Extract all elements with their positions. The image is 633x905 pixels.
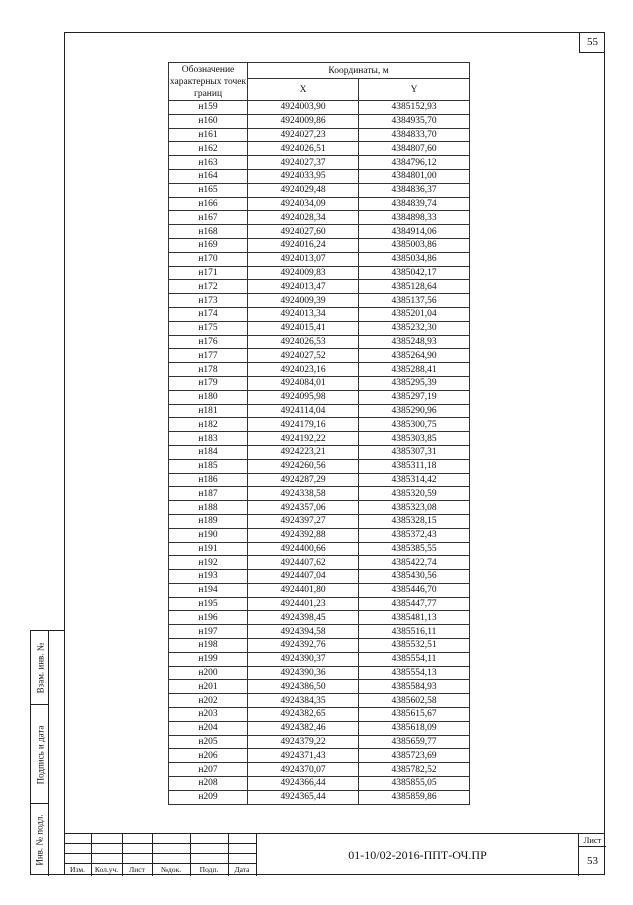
table-row [169,459,470,473]
point-id-cell: н177 [169,349,248,363]
table-row [169,666,470,680]
sheet-number: 53 [587,855,598,867]
table-row [169,749,470,763]
point-id-cell: н191 [169,542,248,556]
point-id-cell: н183 [169,432,248,446]
point-id-cell: н166 [169,197,248,211]
point-id-cell: н186 [169,473,248,487]
table-row [169,114,470,128]
point-id-cell: н205 [169,735,248,749]
table-row [169,432,470,446]
y-coordinate-cell: 4385554,13 [359,666,470,680]
x-coordinate-cell: 4924384,35 [248,694,359,708]
table-row [169,280,470,294]
y-coordinate-cell: 4385516,11 [359,625,470,639]
col-list: Лист [129,865,145,874]
y-coordinate-cell: 4385447,77 [359,597,470,611]
table-row [169,363,470,377]
point-id-cell: н163 [169,156,248,170]
point-id-cell: н160 [169,114,248,128]
y-coordinate-cell: 4385481,13 [359,611,470,625]
x-coordinate-cell: 4924260,56 [248,459,359,473]
table-row [169,128,470,142]
point-id-cell: н207 [169,763,248,777]
y-coordinate-cell: 4385137,56 [359,294,470,308]
x-coordinate-cell: 4924365,44 [248,790,359,804]
y-coordinate-cell: 4385782,52 [359,763,470,777]
point-id-cell: н185 [169,459,248,473]
table-row [169,694,470,708]
coordinates-table [168,62,470,805]
header-point-designation: Обозначение характерных точек границ [169,64,247,99]
point-id-cell: н198 [169,639,248,653]
table-row [169,238,470,252]
y-coordinate-cell: 4385248,93 [359,335,470,349]
x-coordinate-cell: 4924223,21 [248,445,359,459]
y-coordinate-cell: 4385323,08 [359,501,470,515]
point-id-cell: н201 [169,680,248,694]
y-coordinate-cell: 4385584,93 [359,680,470,694]
table-row [169,335,470,349]
document-code: 01-10/02-2016-ППТ-ОЧ.ПР [256,834,578,876]
col-izm: Изм. [70,865,85,874]
table-row [169,211,470,225]
table-row [169,252,470,266]
table-row [169,183,470,197]
table-row [169,597,470,611]
y-coordinate-cell: 4385311,18 [359,459,470,473]
sheet-label: Лист [579,834,606,847]
table-row [169,528,470,542]
table-row [169,473,470,487]
point-id-cell: н179 [169,376,248,390]
point-id-cell: н178 [169,363,248,377]
table-row [169,225,470,239]
x-coordinate-cell: 4924397,27 [248,514,359,528]
y-coordinate-cell: 4385723,69 [359,749,470,763]
x-coordinate-cell: 4924023,16 [248,363,359,377]
point-id-cell: н192 [169,556,248,570]
y-coordinate-cell: 4385659,77 [359,735,470,749]
table-row [169,639,470,653]
x-coordinate-cell: 4924379,22 [248,735,359,749]
table-row [169,514,470,528]
y-coordinate-cell: 4385855,05 [359,777,470,791]
table-row [169,418,470,432]
point-id-cell: н200 [169,666,248,680]
table-row [169,101,470,115]
table-row [169,376,470,390]
col-kol-uch: Кол.уч. [94,865,119,874]
y-coordinate-cell: 4385554,11 [359,652,470,666]
y-coordinate-cell: 4385303,85 [359,432,470,446]
coordinates-table-body [169,101,470,805]
sheet-box [578,834,605,876]
x-coordinate-cell: 4924033,95 [248,169,359,183]
x-coordinate-cell: 4924015,41 [248,321,359,335]
point-id-cell: н159 [169,101,248,115]
table-row [169,501,470,515]
table-row [169,790,470,804]
y-coordinate-cell: 4385859,86 [359,790,470,804]
table-row [169,404,470,418]
table-row [169,542,470,556]
point-id-cell: н164 [169,169,248,183]
point-id-cell: н161 [169,128,248,142]
y-coordinate-cell: 4385128,64 [359,280,470,294]
y-coordinate-cell: 4384914,06 [359,225,470,239]
x-coordinate-cell: 4924016,24 [248,238,359,252]
y-coordinate-cell: 4385042,17 [359,266,470,280]
y-coordinate-cell: 4385297,19 [359,390,470,404]
x-coordinate-cell: 4924398,45 [248,611,359,625]
x-coordinate-cell: 4924179,16 [248,418,359,432]
x-coordinate-cell: 4924028,34 [248,211,359,225]
x-coordinate-cell: 4924026,51 [248,142,359,156]
point-id-cell: н188 [169,501,248,515]
x-coordinate-cell: 4924114,04 [248,404,359,418]
y-coordinate-cell: 4385446,70 [359,583,470,597]
header-coordinates: Координаты, м [248,63,470,79]
point-id-cell: н172 [169,280,248,294]
y-coordinate-cell: 4385300,75 [359,418,470,432]
x-coordinate-cell: 4924390,37 [248,652,359,666]
y-coordinate-cell: 4385328,15 [359,514,470,528]
table-row [169,625,470,639]
y-coordinate-cell: 4384833,70 [359,128,470,142]
y-coordinate-cell: 4385295,39 [359,376,470,390]
point-id-cell: н175 [169,321,248,335]
col-data: Дата [234,865,250,874]
table-row [169,721,470,735]
y-coordinate-cell: 4384796,12 [359,156,470,170]
table-row [169,197,470,211]
y-coordinate-cell: 4385532,51 [359,639,470,653]
table-row [169,611,470,625]
table-row [169,487,470,501]
x-coordinate-cell: 4924370,07 [248,763,359,777]
point-id-cell: н196 [169,611,248,625]
x-coordinate-cell: 4924407,04 [248,570,359,584]
x-coordinate-cell: 4924382,65 [248,708,359,722]
x-coordinate-cell: 4924371,43 [248,749,359,763]
point-id-cell: н193 [169,570,248,584]
table-row [169,708,470,722]
header-y: Y [359,79,470,101]
y-coordinate-cell: 4385314,42 [359,473,470,487]
point-id-cell: н162 [169,142,248,156]
y-coordinate-cell: 4385003,86 [359,238,470,252]
table-row [169,735,470,749]
y-coordinate-cell: 4385290,96 [359,404,470,418]
signature-date-label: Подпись и дата [35,725,45,784]
x-coordinate-cell: 4924027,60 [248,225,359,239]
x-coordinate-cell: 4924009,39 [248,294,359,308]
table-row [169,349,470,363]
point-id-cell: н194 [169,583,248,597]
table-row [169,169,470,183]
table-row [169,142,470,156]
table-row [169,156,470,170]
y-coordinate-cell: 4385602,58 [359,694,470,708]
x-coordinate-cell: 4924027,52 [248,349,359,363]
table-row [169,266,470,280]
x-coordinate-cell: 4924382,46 [248,721,359,735]
revision-grid [64,834,256,876]
col-ndok: №док. [160,865,182,874]
y-coordinate-cell: 4385288,41 [359,363,470,377]
x-coordinate-cell: 4924013,47 [248,280,359,294]
table-row [169,680,470,694]
table-row [169,777,470,791]
x-coordinate-cell: 4924192,22 [248,432,359,446]
point-id-cell: н190 [169,528,248,542]
x-coordinate-cell: 4924084,01 [248,376,359,390]
x-coordinate-cell: 4924386,50 [248,680,359,694]
point-id-cell: н176 [169,335,248,349]
y-coordinate-cell: 4385034,86 [359,252,470,266]
x-coordinate-cell: 4924009,86 [248,114,359,128]
x-coordinate-cell: 4924026,53 [248,335,359,349]
y-coordinate-cell: 4385232,30 [359,321,470,335]
x-coordinate-cell: 4924013,07 [248,252,359,266]
header-x: X [248,79,359,101]
x-coordinate-cell: 4924034,09 [248,197,359,211]
table-row [169,556,470,570]
point-id-cell: н170 [169,252,248,266]
y-coordinate-cell: 4384839,74 [359,197,470,211]
x-coordinate-cell: 4924407,62 [248,556,359,570]
title-block [64,833,605,875]
point-id-cell: н181 [169,404,248,418]
point-id-cell: н167 [169,211,248,225]
y-coordinate-cell: 4385618,09 [359,721,470,735]
x-coordinate-cell: 4924338,58 [248,487,359,501]
inv-podl-label: Инв. № подл. [35,814,45,866]
point-id-cell: н204 [169,721,248,735]
y-coordinate-cell: 4385422,74 [359,556,470,570]
x-coordinate-cell: 4924003,90 [248,101,359,115]
point-id-cell: н206 [169,749,248,763]
point-id-cell: н168 [169,225,248,239]
x-coordinate-cell: 4924401,80 [248,583,359,597]
x-coordinate-cell: 4924027,37 [248,156,359,170]
point-id-cell: н189 [169,514,248,528]
y-coordinate-cell: 4385372,43 [359,528,470,542]
point-id-cell: н209 [169,790,248,804]
x-coordinate-cell: 4924009,83 [248,266,359,280]
x-coordinate-cell: 4924013,34 [248,307,359,321]
point-id-cell: н173 [169,294,248,308]
x-coordinate-cell: 4924027,23 [248,128,359,142]
point-id-cell: н180 [169,390,248,404]
point-id-cell: н174 [169,307,248,321]
table-row [169,583,470,597]
y-coordinate-cell: 4385307,31 [359,445,470,459]
y-coordinate-cell: 4385430,56 [359,570,470,584]
y-coordinate-cell: 4384801,00 [359,169,470,183]
side-stamp [30,630,64,875]
x-coordinate-cell: 4924392,88 [248,528,359,542]
y-coordinate-cell: 4385385,55 [359,542,470,556]
x-coordinate-cell: 4924029,48 [248,183,359,197]
point-id-cell: н184 [169,445,248,459]
col-podp: Подп. [199,865,219,874]
point-id-cell: н202 [169,694,248,708]
table-row [169,652,470,666]
table-row [169,570,470,584]
table-row [169,294,470,308]
y-coordinate-cell: 4384898,33 [359,211,470,225]
x-coordinate-cell: 4924394,58 [248,625,359,639]
x-coordinate-cell: 4924287,29 [248,473,359,487]
x-coordinate-cell: 4924392,76 [248,639,359,653]
x-coordinate-cell: 4924357,06 [248,501,359,515]
y-coordinate-cell: 4385264,90 [359,349,470,363]
table-row [169,307,470,321]
y-coordinate-cell: 4384935,70 [359,114,470,128]
table-row [169,390,470,404]
point-id-cell: н195 [169,597,248,611]
y-coordinate-cell: 4385320,59 [359,487,470,501]
table-row [169,445,470,459]
y-coordinate-cell: 4385201,04 [359,307,470,321]
point-id-cell: н197 [169,625,248,639]
x-coordinate-cell: 4924095,98 [248,390,359,404]
x-coordinate-cell: 4924401,23 [248,597,359,611]
y-coordinate-cell: 4385152,93 [359,101,470,115]
page-number-top: 55 [579,32,605,53]
point-id-cell: н187 [169,487,248,501]
point-id-cell: н165 [169,183,248,197]
y-coordinate-cell: 4384836,37 [359,183,470,197]
table-row [169,321,470,335]
x-coordinate-cell: 4924390,36 [248,666,359,680]
point-id-cell: н203 [169,708,248,722]
table-row [169,763,470,777]
point-id-cell: н208 [169,777,248,791]
point-id-cell: н182 [169,418,248,432]
inv-vzam-label: Взам. инв. № [35,642,45,694]
point-id-cell: н171 [169,266,248,280]
y-coordinate-cell: 4384807,60 [359,142,470,156]
x-coordinate-cell: 4924400,66 [248,542,359,556]
point-id-cell: н169 [169,238,248,252]
y-coordinate-cell: 4385615,67 [359,708,470,722]
x-coordinate-cell: 4924366,44 [248,777,359,791]
point-id-cell: н199 [169,652,248,666]
